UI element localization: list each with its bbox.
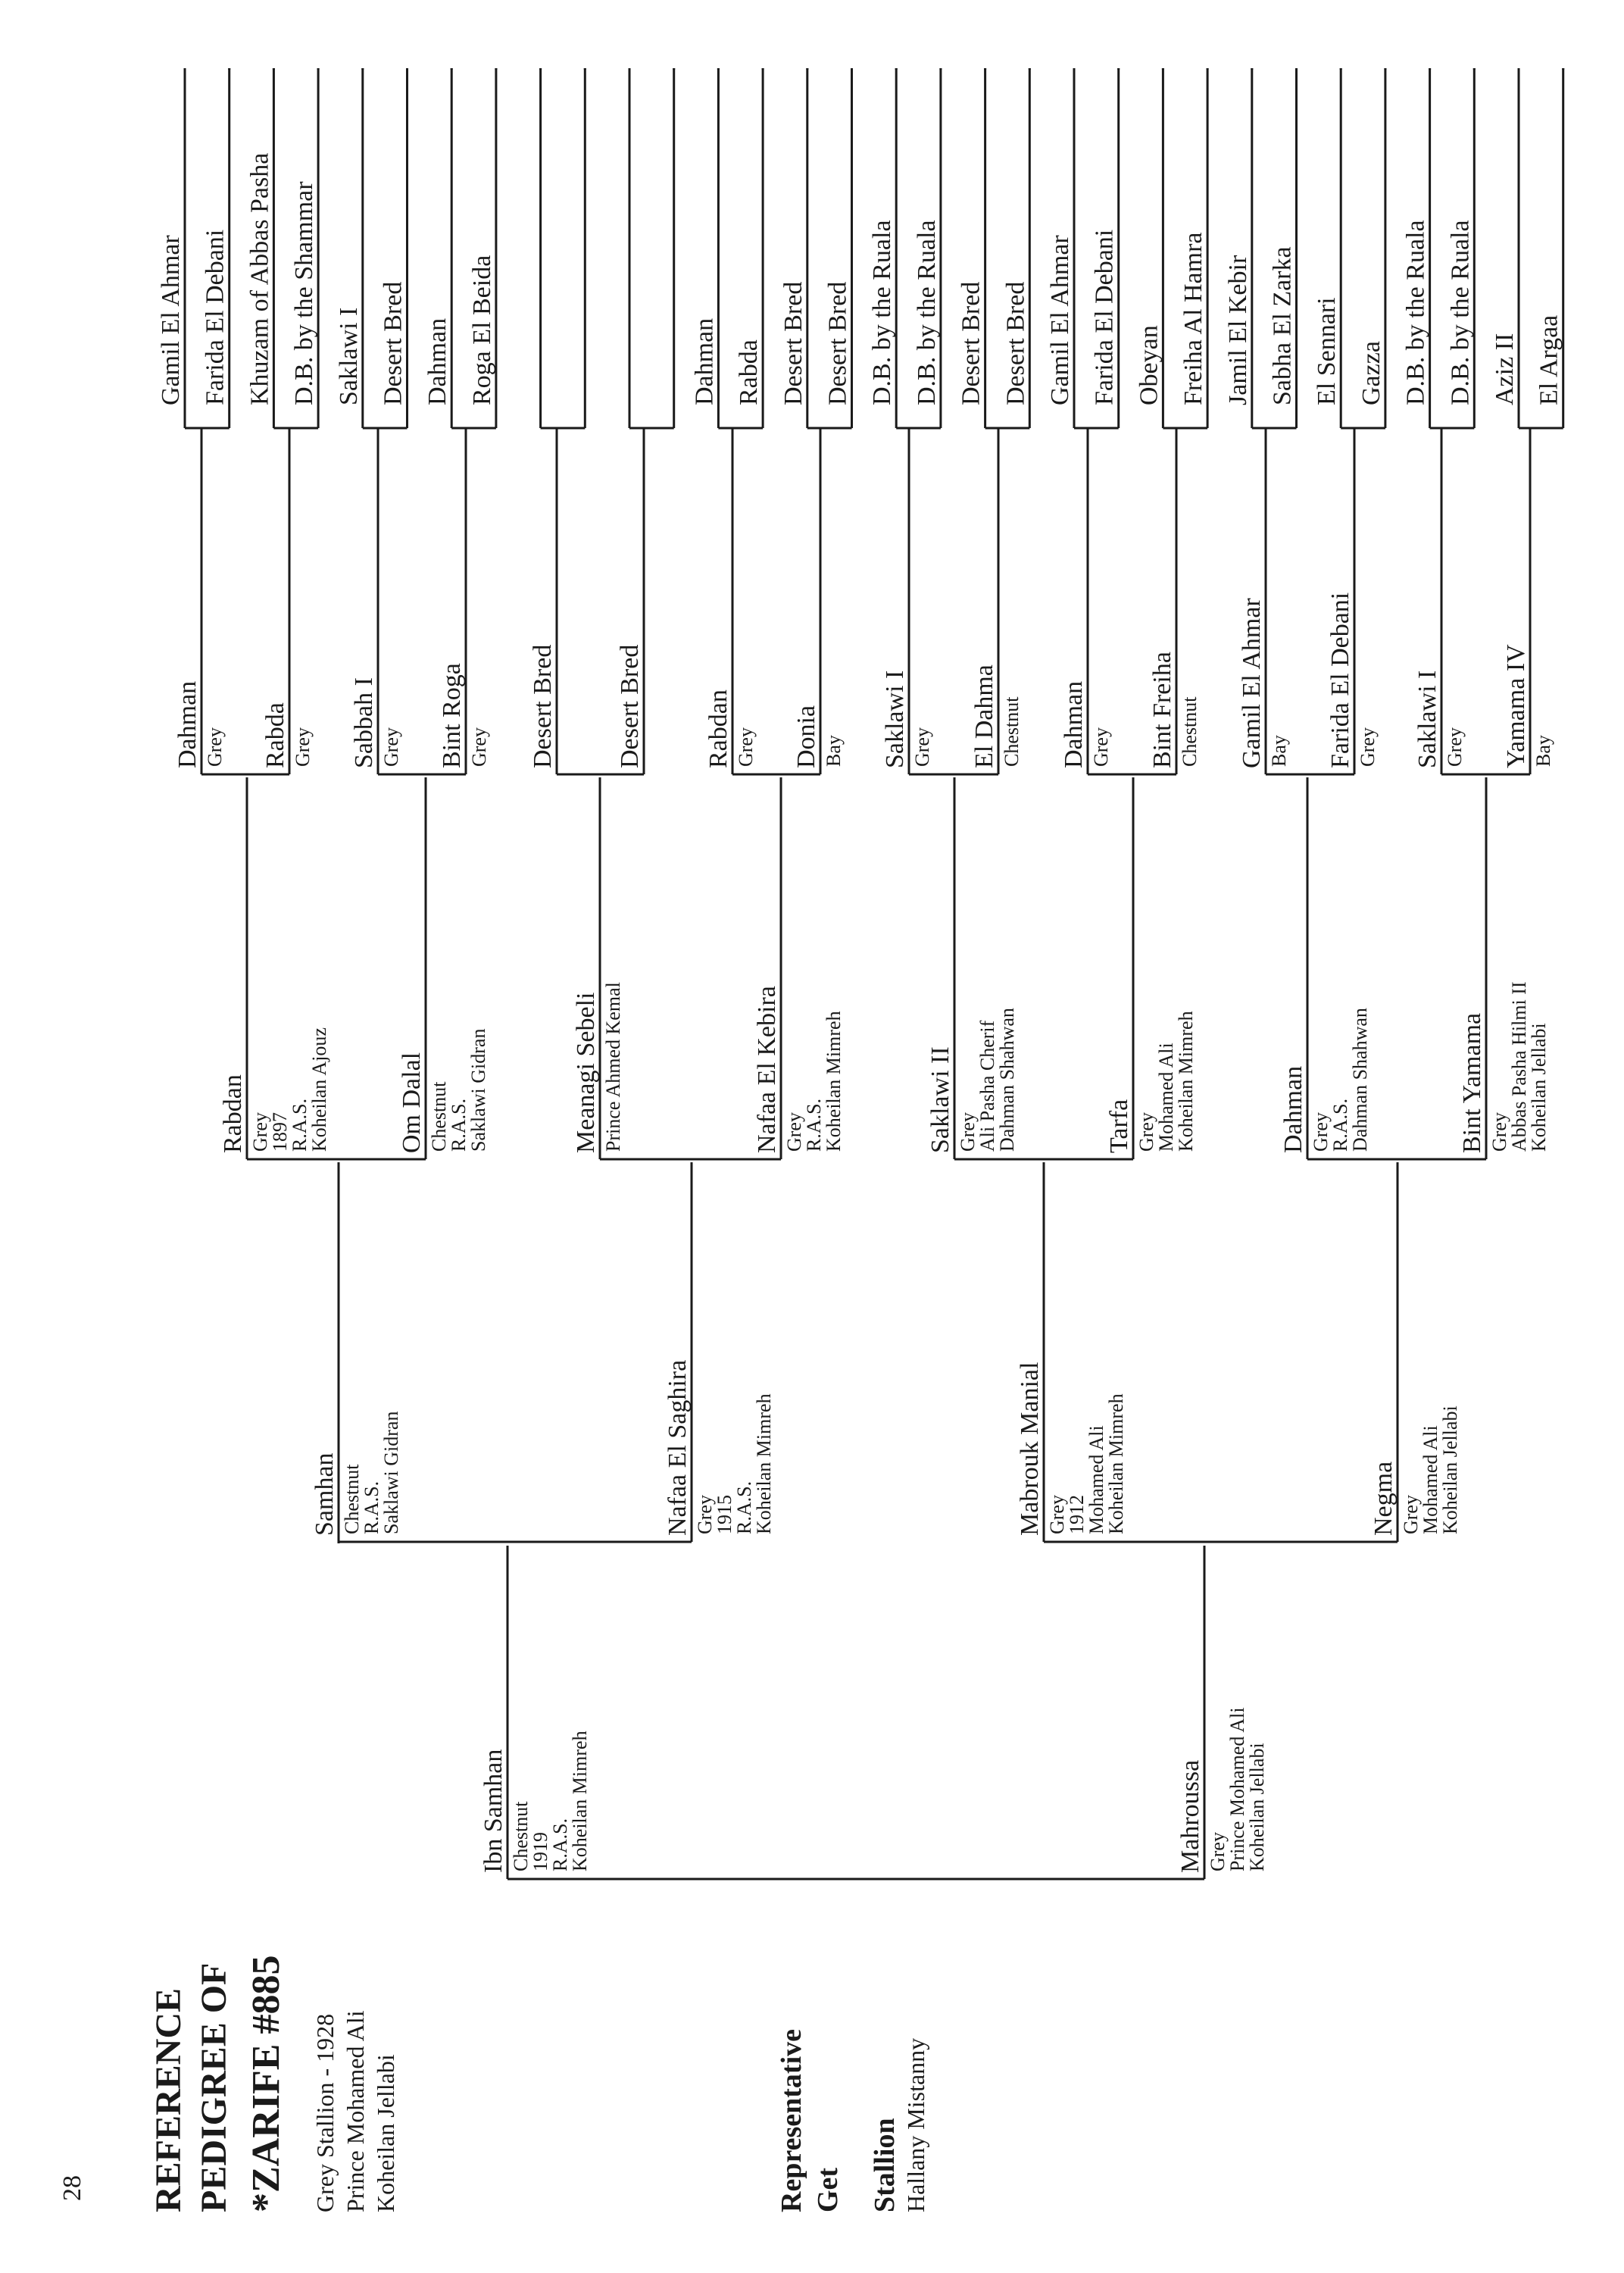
g5-horse-name: Roga El Beida xyxy=(467,255,496,405)
g4-horse-name: Gamil El Ahmar xyxy=(1238,598,1266,768)
g5-horse-name: Desert Bred xyxy=(957,281,985,405)
title-line-3: *ZARIFE #885 xyxy=(245,1955,288,2212)
g3-horse-detail: R.A.S. xyxy=(803,1098,825,1152)
g3-horse-detail: R.A.S. xyxy=(1329,1098,1351,1152)
g3-horse-detail: Grey xyxy=(783,1112,805,1152)
g3-horse-detail: Grey xyxy=(249,1112,271,1152)
g3-horse-detail: Mohamed Ali xyxy=(1155,1043,1177,1152)
g2-horse-detail: Grey xyxy=(1046,1495,1068,1534)
g3-horse-detail: Grey xyxy=(957,1112,979,1152)
g5-horse-name: Gazza xyxy=(1357,341,1385,405)
g2-horse-detail: 1915 xyxy=(714,1495,735,1534)
g1-horse-detail: 1919 xyxy=(529,1832,551,1871)
g5-horse-name: Farida El Debani xyxy=(1090,229,1119,405)
subject-line-2: Prince Mohamed Ali xyxy=(342,2010,369,2212)
g5-horse-name: Gamil El Ahmar xyxy=(157,235,185,405)
g2-horse-detail: Grey xyxy=(694,1495,716,1534)
g5-horse-name: El Argaa xyxy=(1535,314,1563,405)
g2-horse-detail: Mohamed Ali xyxy=(1419,1425,1441,1534)
g1-horse-detail: Prince Mohamed Ali xyxy=(1226,1707,1248,1871)
g5-horse-name: Khuzam of Abbas Pasha xyxy=(245,152,274,405)
g3-horse-name: Saklawi II xyxy=(926,1046,954,1153)
g5-horse-name: Sabha El Zarka xyxy=(1268,246,1297,405)
g2-horse-detail: Koheilan Mimreh xyxy=(1105,1393,1127,1534)
g3-horse-detail: Grey xyxy=(1488,1112,1510,1152)
g1-horse-detail: Koheilan Jellabi xyxy=(1246,1743,1268,1871)
g3-horse-name: Rabdan xyxy=(219,1074,247,1153)
g4-horse-detail: Grey xyxy=(380,727,402,767)
g4-horse-name: Dahman xyxy=(1060,680,1088,768)
g2-horse-detail: Koheilan Jellabi xyxy=(1439,1405,1461,1534)
g4-horse-detail: Grey xyxy=(1090,727,1112,767)
g4-horse-name: Farida El Debani xyxy=(1326,592,1354,768)
g5-horse-name: D.B. by the Ruala xyxy=(1401,220,1430,405)
g4-horse-name: Donia xyxy=(792,705,820,768)
g1-horse-name: Mahroussa xyxy=(1176,1759,1204,1873)
g3-horse-detail: Grey xyxy=(1310,1112,1332,1152)
g5-horse-name: Jamil El Kebir xyxy=(1223,255,1252,405)
g3-horse-detail: Abbas Pasha Hilmi II xyxy=(1508,981,1530,1152)
g3-horse-detail: Saklawi Gidran xyxy=(467,1028,489,1152)
g4-horse-name: El Dahma xyxy=(970,664,998,768)
g4-horse-detail: Bay xyxy=(1532,735,1554,767)
g1-horse-detail: Grey xyxy=(1207,1832,1229,1871)
g5-horse-name: Dahman xyxy=(423,317,452,405)
g5-horse-name: El Sennari xyxy=(1313,297,1341,405)
g5-horse-name: Rabda xyxy=(735,339,764,405)
g5-horse-name: D.B. by the Ruala xyxy=(912,220,941,405)
g5-horse-name: Dahman xyxy=(690,317,719,405)
g4-horse-detail: Grey xyxy=(468,727,490,767)
g2-horse-detail: 1912 xyxy=(1066,1495,1088,1534)
g3-horse-name: Meanagi Sebeli xyxy=(572,992,600,1153)
g4-horse-name: Desert Bred xyxy=(616,644,644,768)
g3-horse-name: Dahman xyxy=(1279,1065,1307,1153)
g5-horse-name: Obeyan xyxy=(1135,325,1163,405)
g5-horse-name: Desert Bred xyxy=(1001,281,1030,405)
g4-horse-name: Bint Roga xyxy=(438,663,466,768)
g4-horse-detail: Grey xyxy=(911,727,933,767)
g4-horse-detail: Grey xyxy=(292,727,314,767)
g5-horse-name: Desert Bred xyxy=(379,281,408,405)
representative-get-heading-1: Representative xyxy=(776,2028,807,2212)
stallion-heading: Stallion xyxy=(869,2118,901,2212)
g5-horse-name: Aziz II xyxy=(1491,333,1519,405)
g4-horse-detail: Bay xyxy=(823,735,845,767)
g4-horse-detail: Grey xyxy=(1444,727,1466,767)
pedigree-tree xyxy=(157,68,1563,1879)
g2-horse-name: Samhan xyxy=(311,1452,339,1536)
g2-horse-detail: Mohamed Ali xyxy=(1085,1425,1107,1534)
g4-horse-detail: Bay xyxy=(1268,735,1290,767)
g3-horse-detail: Koheilan Mimreh xyxy=(823,1011,845,1152)
g4-horse-name: Yamama IV xyxy=(1502,644,1530,768)
g4-horse-name: Saklawi I xyxy=(1413,670,1441,768)
g3-horse-detail: Koheilan Ajouz xyxy=(308,1027,330,1152)
g5-horse-name: D.B. by the Shammar xyxy=(290,181,319,405)
g3-horse-name: Tarfa xyxy=(1105,1099,1133,1153)
g5-horse-name: Farida El Debani xyxy=(201,229,230,405)
g3-horse-detail: Dahman Shahwan xyxy=(996,1008,1018,1152)
g2-horse-detail: Koheilan Mimreh xyxy=(753,1393,775,1534)
g4-horse-name: Rabdan xyxy=(704,689,732,768)
g2-horse-name: Nafaa El Saghira xyxy=(664,1359,692,1536)
g5-horse-name: Desert Bred xyxy=(779,281,807,405)
g4-horse-name: Dahman xyxy=(173,680,201,768)
g2-horse-detail: R.A.S. xyxy=(733,1480,755,1534)
g4-horse-name: Sabbah I xyxy=(350,677,378,768)
g1-horse-detail: Chestnut xyxy=(510,1801,532,1871)
title-line-2: PEDIGREE OF xyxy=(194,1962,234,2212)
g3-horse-detail: Koheilan Mimreh xyxy=(1175,1011,1197,1152)
g4-horse-detail: Grey xyxy=(1357,727,1379,767)
g3-horse-detail: Grey xyxy=(1135,1112,1157,1152)
g3-horse-detail: Chestnut xyxy=(428,1081,450,1152)
g4-horse-name: Desert Bred xyxy=(529,644,557,768)
g3-horse-detail: Ali Pasha Cherif xyxy=(976,1020,998,1152)
g5-horse-name: D.B. by the Ruala xyxy=(868,220,897,405)
g2-horse-detail: Grey xyxy=(1400,1495,1422,1534)
g4-horse-detail: Grey xyxy=(735,727,757,767)
g1-horse-name: Ibn Samhan xyxy=(479,1749,508,1873)
g3-horse-detail: Koheilan Jellabi xyxy=(1528,1023,1550,1152)
g5-horse-name: Desert Bred xyxy=(823,281,852,405)
g1-horse-detail: Koheilan Mimreh xyxy=(569,1731,591,1871)
g4-horse-name: Rabda xyxy=(261,702,289,768)
g2-horse-detail: Saklawi Gidran xyxy=(380,1411,402,1534)
g5-horse-name: Freiha Al Hamra xyxy=(1179,232,1208,405)
g1-horse-detail: R.A.S. xyxy=(549,1818,571,1871)
g4-horse-detail: Chestnut xyxy=(1001,696,1023,767)
g3-horse-detail: 1897 xyxy=(269,1112,291,1152)
g4-horse-detail: Chestnut xyxy=(1179,696,1201,767)
g5-horse-name: Saklawi I xyxy=(334,307,363,405)
g4-horse-name: Bint Freiha xyxy=(1148,652,1176,768)
g2-horse-detail: Chestnut xyxy=(341,1464,363,1534)
g4-horse-detail: Grey xyxy=(204,727,226,767)
g5-horse-name: Gamil El Ahmar xyxy=(1046,235,1074,405)
g3-horse-name: Om Dalal xyxy=(398,1052,426,1153)
subject-line-1: Grey Stallion - 1928 xyxy=(311,2013,339,2212)
g3-horse-detail: R.A.S. xyxy=(448,1098,470,1152)
g3-horse-detail: Prince Ahmed Kemal xyxy=(602,982,624,1152)
g2-horse-name: Negma xyxy=(1369,1461,1398,1536)
page-number: 28 xyxy=(58,2175,86,2201)
g3-horse-name: Bint Yamama xyxy=(1458,1012,1486,1153)
representative-get-heading-2: Get xyxy=(812,2167,844,2212)
g3-horse-detail: R.A.S. xyxy=(289,1098,311,1152)
g3-horse-detail: Dahman Shahwan xyxy=(1349,1008,1371,1152)
g4-horse-name: Saklawi I xyxy=(881,670,909,768)
title-line-1: REFERENCE xyxy=(148,1987,189,2212)
g2-horse-detail: R.A.S. xyxy=(361,1480,383,1534)
g2-horse-name: Mabrouk Manial xyxy=(1016,1362,1044,1536)
g5-horse-name: D.B. by the Ruala xyxy=(1446,220,1475,405)
subject-line-3: Koheilan Jellabi xyxy=(372,2054,399,2212)
g3-horse-name: Nafaa El Kebira xyxy=(753,986,781,1153)
stallion-name: Hallany Mistanny xyxy=(902,2037,929,2212)
